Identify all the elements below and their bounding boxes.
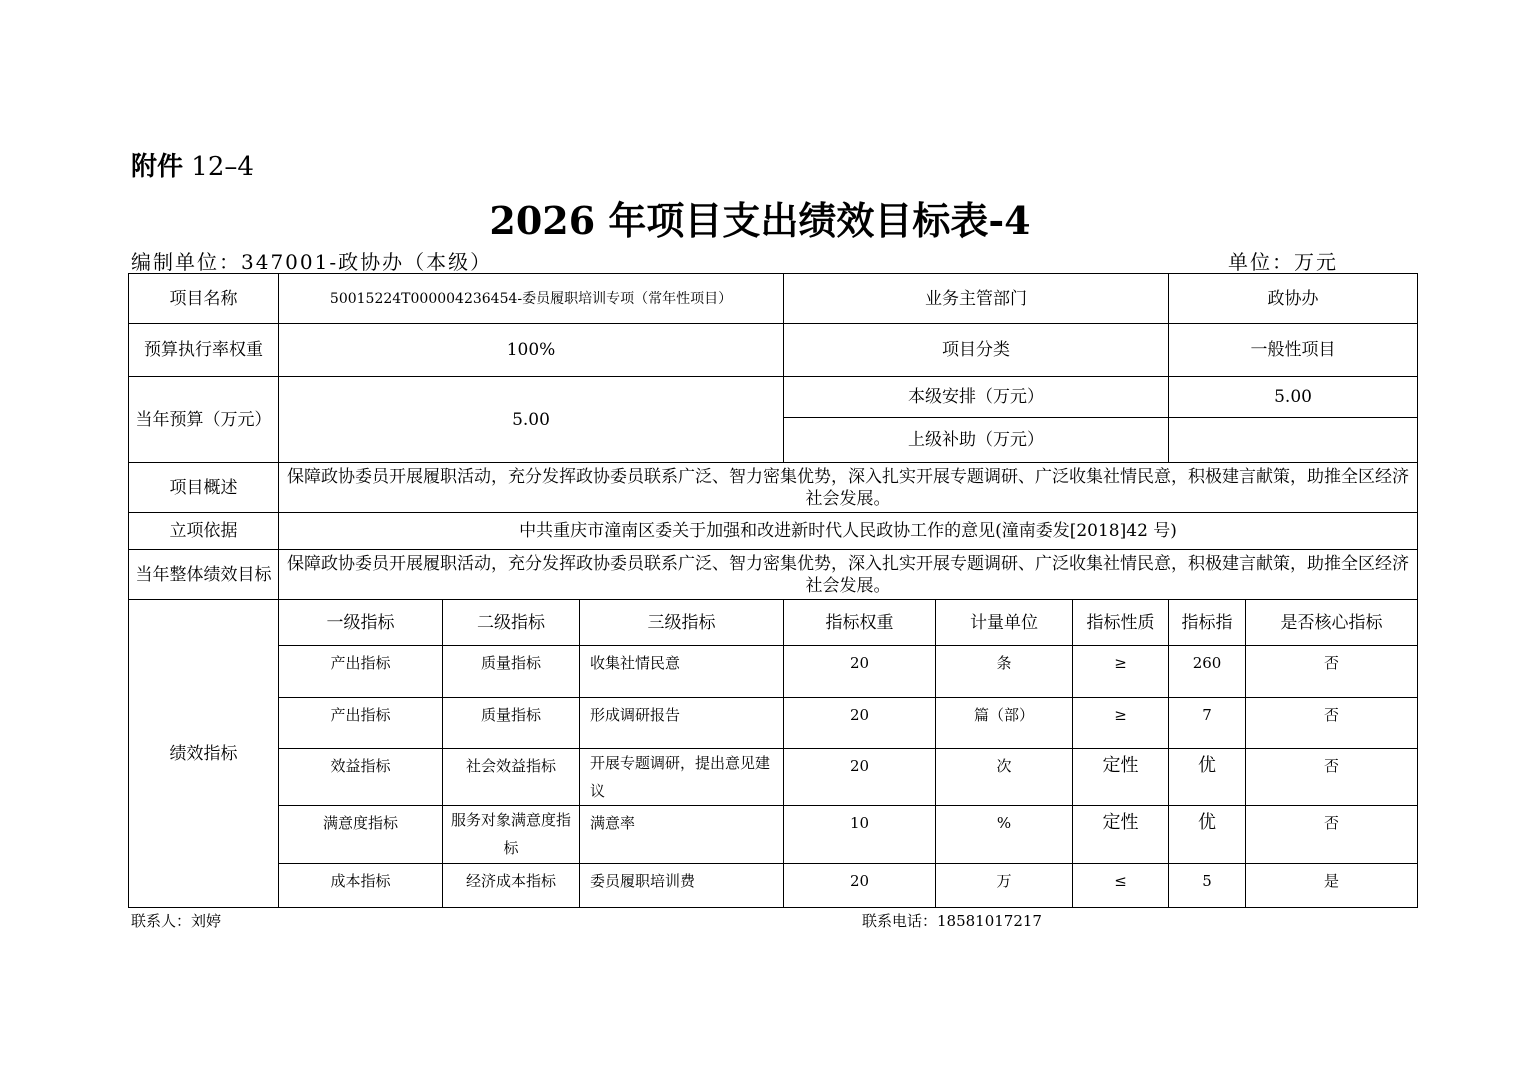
row-level2: 质量指标 [443, 646, 580, 698]
table-row [129, 806, 1418, 864]
row-weight: 20 [784, 749, 936, 806]
dept-label: 业务主管部门 [784, 274, 1169, 324]
row-level3: 开展专题调研，提出意见建议 [580, 749, 784, 806]
table-row [129, 864, 1418, 908]
row-level1: 成本指标 [279, 864, 443, 908]
header-unit: 计量单位 [936, 600, 1073, 646]
row-level1: 产出指标 [279, 698, 443, 749]
overview-label: 项目概述 [129, 463, 279, 513]
goal-value: 保障政协委员开展履职活动，充分发挥政协委员联系广泛、智力密集优势，深入扎实开展专题调研、广泛收集社情民意，积极建言献策，助推全区经济社会发展。 [279, 550, 1418, 600]
row-target: 优 [1169, 749, 1246, 806]
budget-label: 当年预算（万元） [129, 377, 279, 463]
header-level2: 二级指标 [443, 600, 580, 646]
basis-label: 立项依据 [129, 513, 279, 550]
row-unit: 万 [936, 864, 1073, 908]
indicators-label: 绩效指标 [129, 600, 279, 908]
row-core: 否 [1246, 806, 1418, 864]
header-core: 是否核心指标 [1246, 600, 1418, 646]
project-name-value: 50015224T000004236454-委员履职培训专项（常年性项目） [279, 274, 784, 324]
row-level3: 形成调研报告 [580, 698, 784, 749]
budget-value: 5.00 [279, 377, 784, 463]
row-level1: 效益指标 [279, 749, 443, 806]
row-level1: 产出指标 [279, 646, 443, 698]
currency-unit: 单位：万元 [1228, 250, 1338, 274]
subsidy-value [1169, 418, 1418, 463]
row-target: 5 [1169, 864, 1246, 908]
header-level3: 三级指标 [580, 600, 784, 646]
row-core: 是 [1246, 864, 1418, 908]
row-weight: 20 [784, 646, 936, 698]
overview-value: 保障政协委员开展履职活动，充分发挥政协委员联系广泛、智力密集优势，深入扎实开展专题调研、广泛收集社情民意，积极建言献策，助推全区经济社会发展。 [279, 463, 1418, 513]
row-level3: 满意率 [580, 806, 784, 864]
attachment-label: 附件 12–4 [131, 152, 254, 182]
local-budget-value: 5.00 [1169, 377, 1418, 418]
row-weight: 20 [784, 864, 936, 908]
row-unit: % [936, 806, 1073, 864]
row-core: 否 [1246, 646, 1418, 698]
row-level2: 服务对象满意度指标 [443, 806, 580, 864]
performance-table [128, 273, 1418, 908]
contact-person: 联系人：刘婷 [131, 912, 222, 930]
row-unit: 条 [936, 646, 1073, 698]
row-level2: 社会效益指标 [443, 749, 580, 806]
row-target: 260 [1169, 646, 1246, 698]
row-level3: 收集社情民意 [580, 646, 784, 698]
row-level2: 质量指标 [443, 698, 580, 749]
header-level1: 一级指标 [279, 600, 443, 646]
row-nature: ≥ [1073, 698, 1169, 749]
row-nature: ≤ [1073, 864, 1169, 908]
row-core: 否 [1246, 749, 1418, 806]
row-level2: 经济成本指标 [443, 864, 580, 908]
row-unit: 次 [936, 749, 1073, 806]
dept-value: 政协办 [1169, 274, 1418, 324]
row-core: 否 [1246, 698, 1418, 749]
header-target: 指标指 [1169, 600, 1246, 646]
basis-value: 中共重庆市潼南区委关于加强和改进新时代人民政协工作的意见(潼南委发[2018]42 号) [279, 513, 1418, 550]
row-weight: 10 [784, 806, 936, 864]
weight-label: 预算执行率权重 [129, 324, 279, 377]
table-row [129, 646, 1418, 698]
row-target: 7 [1169, 698, 1246, 749]
row-target: 优 [1169, 806, 1246, 864]
weight-value: 100% [279, 324, 784, 377]
row-nature: 定性 [1073, 806, 1169, 864]
table-row [129, 698, 1418, 749]
header-weight: 指标权重 [784, 600, 936, 646]
row-level3: 委员履职培训费 [580, 864, 784, 908]
row-weight: 20 [784, 698, 936, 749]
header-nature: 指标性质 [1073, 600, 1169, 646]
contact-phone: 联系电话：18581017217 [862, 912, 1042, 930]
row-nature: ≥ [1073, 646, 1169, 698]
goal-label: 当年整体绩效目标 [129, 550, 279, 600]
compiling-unit: 编制单位：347001-政协办（本级） [131, 250, 493, 274]
subsidy-label: 上级补助（万元） [784, 418, 1169, 463]
row-nature: 定性 [1073, 749, 1169, 806]
project-name-label: 项目名称 [129, 274, 279, 324]
row-level1: 满意度指标 [279, 806, 443, 864]
category-value: 一般性项目 [1169, 324, 1418, 377]
table-row [129, 749, 1418, 806]
category-label: 项目分类 [784, 324, 1169, 377]
page-title: 2026 年项目支出绩效目标表-4 [489, 198, 1031, 243]
local-budget-label: 本级安排（万元） [784, 377, 1169, 418]
row-unit: 篇（部） [936, 698, 1073, 749]
